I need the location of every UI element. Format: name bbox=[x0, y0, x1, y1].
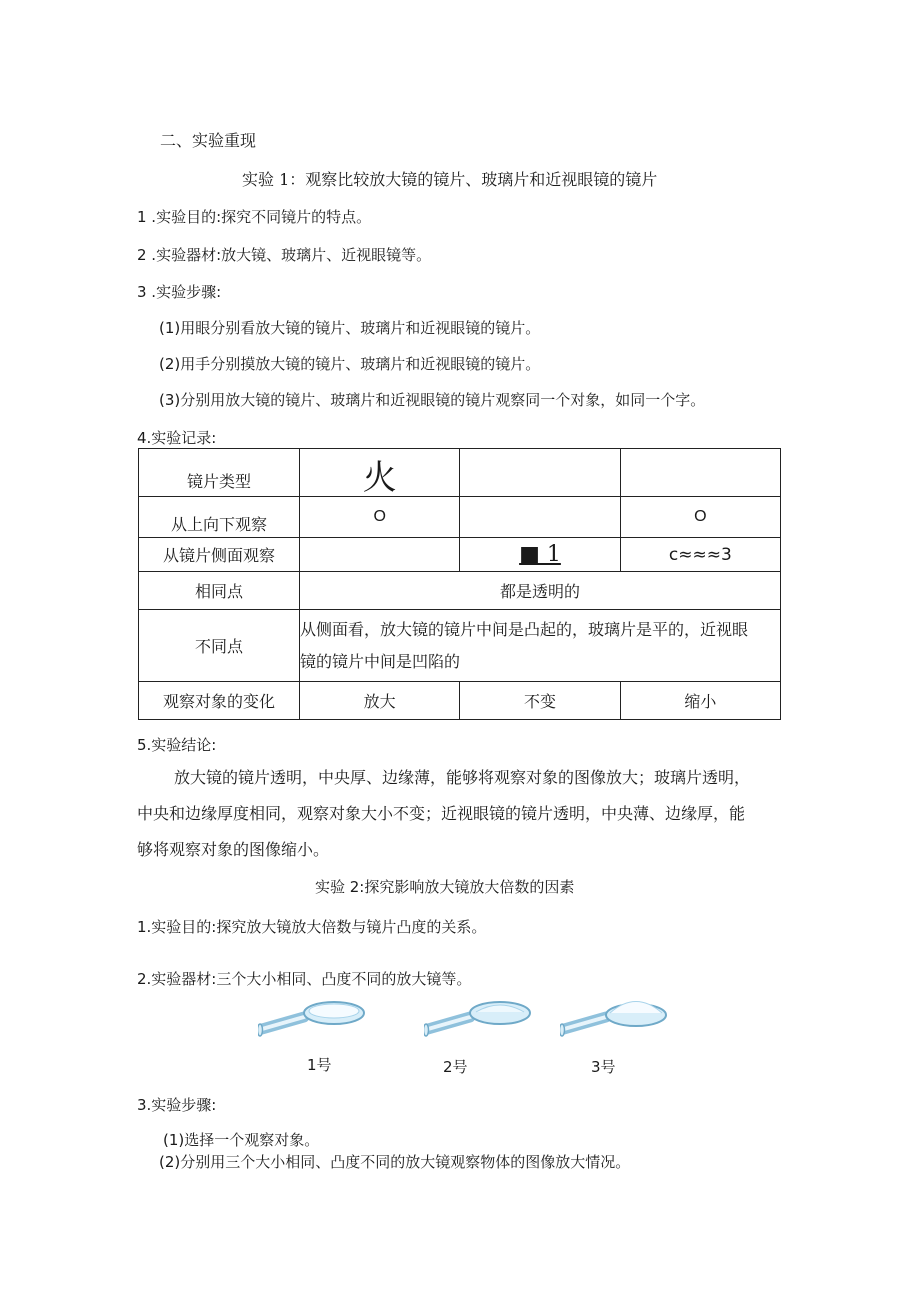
experiment-2-title: 实验 2:探究影响放大镜放大倍数的因素 bbox=[315, 878, 575, 896]
record-table bbox=[138, 448, 781, 720]
magnifier-side-view bbox=[300, 538, 460, 572]
glass-top-view bbox=[460, 497, 620, 538]
magnifier-3-icon bbox=[560, 996, 670, 1042]
experiment-1-step-1: (1)用眼分别看放大镜的镜片、玻璃片和近视眼镜的镜片。 bbox=[159, 319, 541, 337]
row-label-lens-type: 镜片类型 bbox=[139, 449, 300, 497]
row-label-similarity: 相同点 bbox=[139, 572, 300, 610]
conclusion-line-1: 放大镜的镜片透明，中央厚、边缘薄，能够将观察对象的图像放大；玻璃片透明， bbox=[174, 768, 751, 787]
conclusion-line-2: 中央和边缘厚度相同，观察对象大小不变；近视眼镜的镜片透明，中央薄、边缘厚，能 bbox=[137, 804, 746, 823]
experiment-2-materials: 2.实验器材:三个大小相同、凸度不同的放大镜等。 bbox=[137, 970, 472, 988]
difference-line-1: 从侧面看，放大镜的镜片中间是凸起的，玻璃片是平的，近视眼 bbox=[300, 619, 749, 639]
experiment-2-purpose: 1.实验目的:探究放大镜放大倍数与镜片凸度的关系。 bbox=[137, 918, 487, 936]
magnifier-character: 火 bbox=[300, 449, 460, 497]
similarity-value: 都是透明的 bbox=[300, 572, 781, 610]
table-row bbox=[139, 449, 781, 497]
lens-label-2: 2号 bbox=[443, 1058, 468, 1076]
experiment-1-step-2: (2)用手分别摸放大镜的镜片、玻璃片和近视眼镜的镜片。 bbox=[159, 355, 541, 373]
conclusion-heading: 5.实验结论: bbox=[137, 736, 217, 754]
table-row bbox=[139, 610, 781, 682]
glass-side-view: ■ 1 bbox=[460, 538, 620, 572]
experiment-1-title: 实验 1：观察比较放大镜的镜片、玻璃片和近视眼镜的镜片 bbox=[242, 170, 658, 189]
myopia-side-view: c≈≈≈3 bbox=[620, 538, 780, 572]
difference-value bbox=[300, 610, 781, 682]
difference-line-2: 镜的镜片中间是凹陷的 bbox=[300, 651, 461, 671]
magnifier-top-view: O bbox=[300, 497, 460, 538]
lens-label-1: 1号 bbox=[307, 1056, 332, 1074]
myopia-top-view: O bbox=[620, 497, 780, 538]
table-row bbox=[139, 572, 781, 610]
record-heading: 4.实验记录: bbox=[137, 429, 217, 447]
table-row bbox=[139, 497, 781, 538]
table-row bbox=[139, 682, 781, 720]
experiment-2-step-1: (1)选择一个观察对象。 bbox=[163, 1131, 320, 1149]
experiment-1-purpose: 1 .实验目的:探究不同镜片的特点。 bbox=[137, 208, 372, 226]
row-label-top-view: 从上向下观察 bbox=[139, 497, 300, 538]
glass-change: 不变 bbox=[460, 682, 620, 720]
glass-cell bbox=[460, 449, 620, 497]
magnifier-2-icon bbox=[424, 996, 534, 1042]
conclusion-line-3: 够将观察对象的图像缩小。 bbox=[137, 840, 330, 859]
lens-label-3: 3号 bbox=[591, 1058, 616, 1076]
experiment-1-materials: 2 .实验器材:放大镜、玻璃片、近视眼镜等。 bbox=[137, 246, 432, 264]
section-heading: 二、实验重现 bbox=[160, 131, 257, 150]
myopia-change: 缩小 bbox=[620, 682, 780, 720]
row-label-change: 观察对象的变化 bbox=[139, 682, 300, 720]
experiment-2-steps-heading: 3.实验步骤: bbox=[137, 1096, 217, 1114]
magnifier-change: 放大 bbox=[300, 682, 460, 720]
myopia-cell bbox=[620, 449, 780, 497]
magnifier-1-icon bbox=[258, 996, 368, 1042]
experiment-2-step-2: (2)分别用三个大小相同、凸度不同的放大镜观察物体的图像放大情况。 bbox=[159, 1153, 631, 1171]
table-row bbox=[139, 538, 781, 572]
experiment-1-step-3: (3)分别用放大镜的镜片、玻璃片和近视眼镜的镜片观察同一个对象，如同一个字。 bbox=[159, 391, 706, 409]
row-label-side-view: 从镜片侧面观察 bbox=[139, 538, 300, 572]
experiment-1-steps-heading: 3 .实验步骤: bbox=[137, 283, 222, 301]
row-label-difference: 不同点 bbox=[139, 610, 300, 682]
